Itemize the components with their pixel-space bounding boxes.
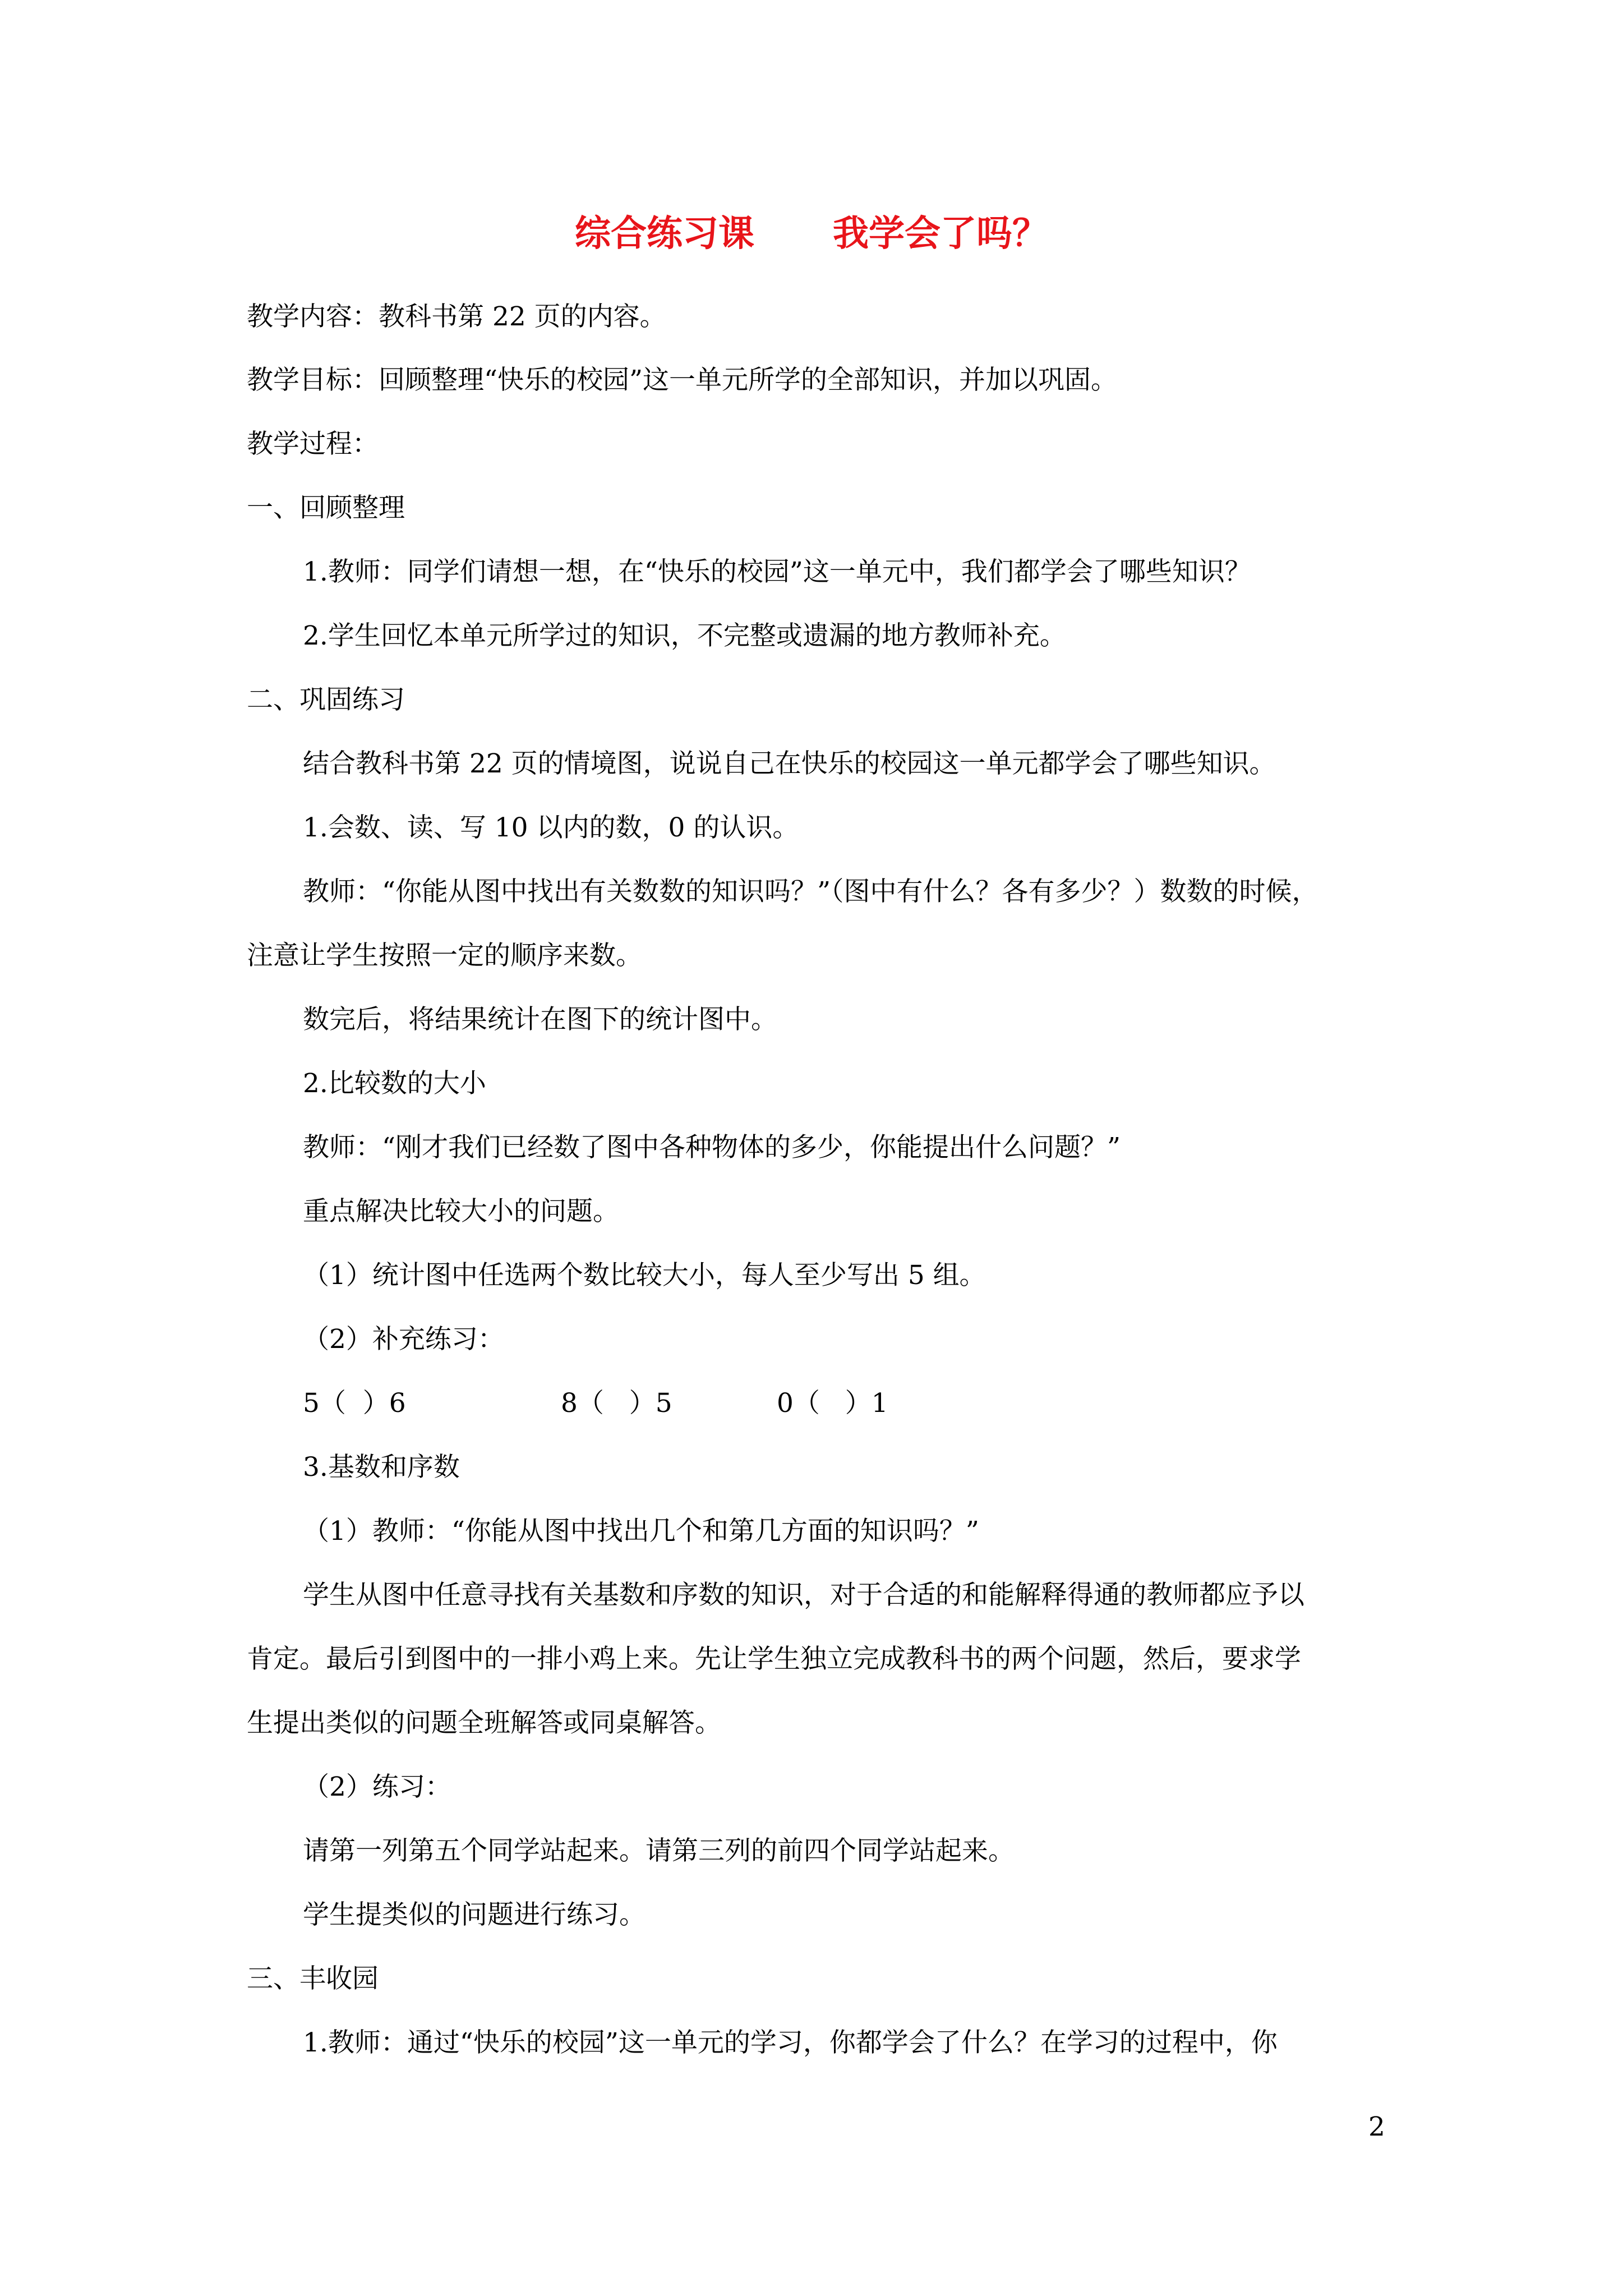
teaching-process-heading: 教学过程：: [247, 429, 379, 459]
paragraph-line: （1）统计图中任选两个数比较大小，每人至少写出 5 组。: [303, 1260, 986, 1291]
paragraph-line: 教师：“你能从图中找出有关数数的知识吗？”（图中有什么？各有多少？）数数的时候，: [303, 876, 1318, 907]
page-title: [0, 209, 1623, 259]
comparison-item: 5（ ）6: [303, 1388, 406, 1419]
paragraph-line: 1.教师：同学们请想一想，在“快乐的校园”这一单元中，我们都学会了哪些知识？: [303, 556, 1251, 587]
section-2-heading: 二、巩固练习: [247, 684, 405, 715]
paragraph-line: 3.基数和序数: [303, 1452, 460, 1483]
paragraph-line: 1.教师：通过“快乐的校园”这一单元的学习，你都学会了什么？在学习的过程中，你: [303, 2027, 1278, 2058]
paragraph-line: 学生提类似的问题进行练习。: [303, 1899, 645, 1930]
section-3-heading: 三、丰收园: [247, 1963, 379, 1994]
comparison-item: 0（ ）1: [777, 1388, 888, 1419]
paragraph-line: 请第一列第五个同学站起来。请第三列的前四个同学站起来。: [303, 1835, 1015, 1866]
teaching-content-line: 教学内容：教科书第 22 页的内容。: [247, 301, 666, 332]
teaching-goal-line: 教学目标：回顾整理“快乐的校园”这一单元所学的全部知识，并加以巩固。: [247, 365, 1118, 395]
paragraph-line: 数完后，将结果统计在图下的统计图中。: [303, 1004, 777, 1035]
paragraph-line: 注意让学生按照一定的顺序来数。: [247, 940, 642, 971]
paragraph-line: 结合教科书第 22 页的情境图，说说自己在快乐的校园这一单元都学会了哪些知识。: [303, 748, 1276, 779]
paragraph-line: 1.会数、读、写 10 以内的数，0 的认识。: [303, 812, 799, 843]
paragraph-line: 重点解决比较大小的问题。: [303, 1196, 619, 1227]
paragraph-line: 教师：“刚才我们已经数了图中各种物体的多少，你能提出什么问题？”: [303, 1132, 1121, 1163]
paragraph-line: 2.比较数的大小: [303, 1068, 486, 1099]
title-part-1: 综合练习课: [575, 213, 754, 255]
paragraph-line: 学生从图中任意寻找有关基数和序数的知识，对于合适的和能解释得通的教师都应予以: [303, 1580, 1304, 1611]
paragraph-line: 肯定。最后引到图中的一排小鸡上来。先让学生独立完成教科书的两个问题，然后，要求学: [247, 1644, 1301, 1674]
paragraph-line: （2）练习：: [303, 1772, 451, 1802]
paragraph-line: 2.学生回忆本单元所学过的知识，不完整或遗漏的地方教师补充。: [303, 620, 1066, 651]
page-number: 2: [1368, 2111, 1385, 2142]
title-part-2: 我学会了吗？: [833, 213, 1048, 255]
paragraph-line: （2）补充练习：: [303, 1324, 504, 1355]
paragraph-line: （1）教师：“你能从图中找出几个和第几方面的知识吗？”: [303, 1516, 979, 1547]
section-1-heading: 一、回顾整理: [247, 493, 405, 523]
paragraph-line: 生提出类似的问题全班解答或同桌解答。: [247, 1708, 721, 1738]
comparison-item: 8（ ）5: [561, 1388, 672, 1419]
